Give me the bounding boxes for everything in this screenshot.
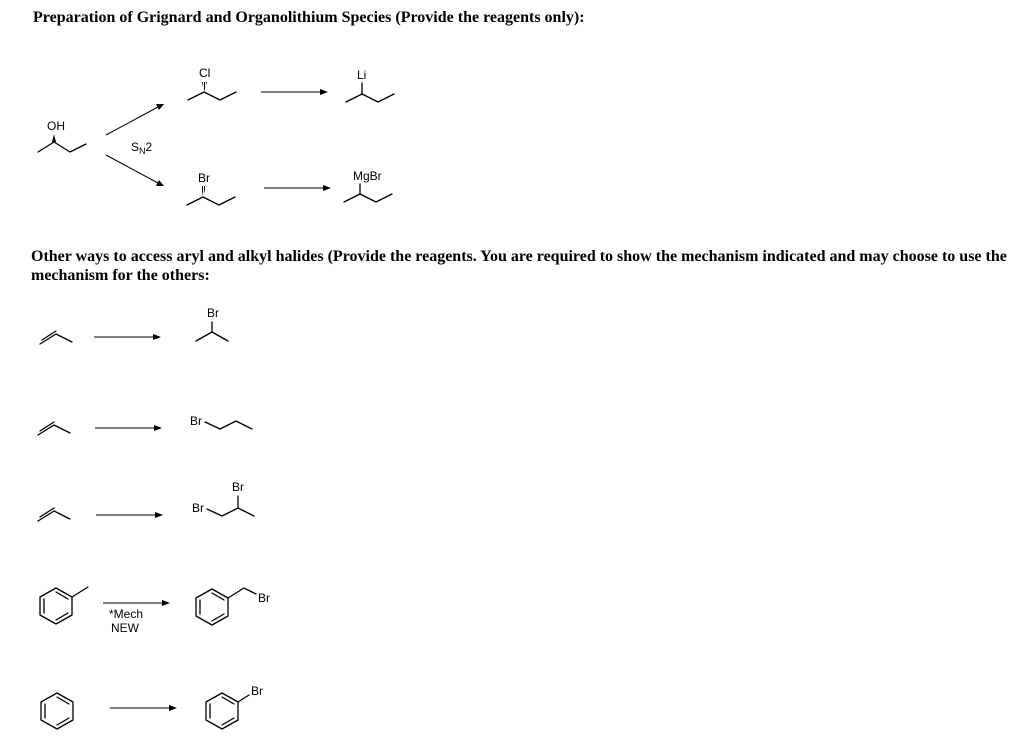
- cl-label: Cl: [199, 66, 211, 80]
- br-label: Br: [251, 684, 263, 698]
- molecule-propene-2: [38, 422, 70, 435]
- carbon-chain: [188, 92, 236, 100]
- molecule-toluene: [40, 587, 88, 624]
- arrow-to-grignard: [264, 185, 331, 191]
- molecule-sec-butyllithium: [346, 68, 394, 102]
- molecule-2-bromopropane: [196, 306, 228, 341]
- arrow-down-to-bromide: [106, 155, 164, 186]
- arrow-reaction-5: [110, 705, 177, 711]
- li-label: Li: [357, 68, 367, 82]
- molecule-bromobenzene: [206, 684, 263, 729]
- arrow-to-organolithium: [261, 89, 328, 95]
- sn2-label: $S_N2$: [131, 140, 153, 156]
- molecule-2-chlorobutane: [188, 66, 236, 100]
- molecule-1-bromopropane: [190, 414, 252, 429]
- carbon-chain: [344, 194, 392, 202]
- arrow-reaction-3: [96, 512, 163, 518]
- hashed-bond: [201, 186, 206, 197]
- molecule-2-bromobutane: [187, 171, 235, 205]
- br-label-2: Br: [232, 480, 244, 494]
- section-1-heading: Preparation of Grignard and Organolithium Species (Provide the reagents only):: [33, 9, 585, 26]
- molecule-sec-butylmagnesium-bromide: [344, 169, 392, 202]
- molecule-2-butanol: [38, 119, 86, 152]
- arrow-up-to-chloride: [106, 104, 164, 135]
- section-2-heading: Other ways to access aryl and alkyl halides (Provide the reagents. You are required to show the mechanism indicated and may choose to use the mechanism for the others:: [31, 248, 1007, 284]
- br-label: Br: [198, 171, 210, 185]
- oh-label: OH: [47, 119, 65, 133]
- mech-note-line-2: NEW: [111, 621, 139, 635]
- mech-note-line-1: *Mech: [109, 607, 144, 621]
- br-label: Br: [207, 306, 219, 320]
- wedge-bond: [52, 134, 56, 142]
- br-label: Br: [190, 414, 202, 428]
- arrow-reaction-1: [94, 334, 161, 340]
- molecule-propene-1: [40, 331, 72, 344]
- hashed-bond: [202, 82, 207, 92]
- br-label: Br: [258, 591, 270, 605]
- arrow-reaction-2: [95, 425, 162, 431]
- carbon-chain: [187, 197, 235, 205]
- molecule-1-2-dibromopropane: [192, 480, 254, 516]
- carbon-chain: [346, 94, 394, 102]
- molecule-benzene: [41, 693, 73, 729]
- arrow-reaction-4: [103, 600, 170, 606]
- br-label-1: Br: [192, 501, 204, 515]
- molecule-propene-3: [38, 508, 70, 521]
- mgbr-label: MgBr: [353, 169, 382, 183]
- carbon-chain: [38, 142, 86, 152]
- molecule-benzyl-bromide: [196, 588, 270, 625]
